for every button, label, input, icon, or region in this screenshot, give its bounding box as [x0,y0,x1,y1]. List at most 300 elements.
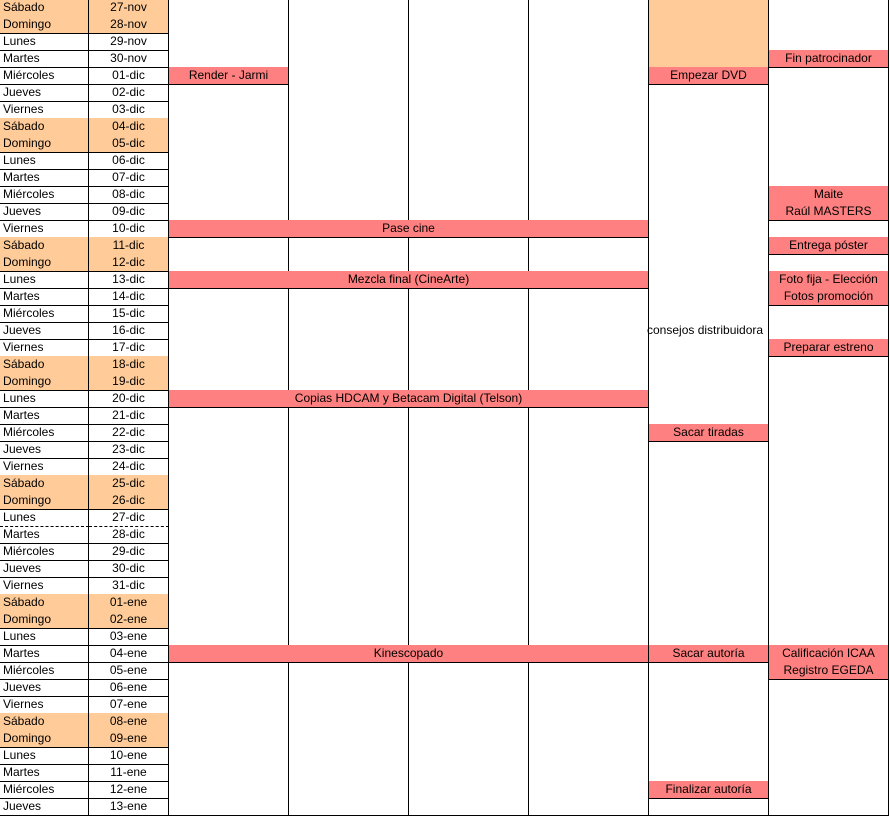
grid-cell[interactable] [529,713,649,731]
grid-cell[interactable] [409,424,529,442]
event-cell[interactable]: Empezar DVD [649,67,769,85]
grid-cell[interactable] [649,798,769,816]
event-cell[interactable]: Raúl MASTERS [769,203,889,221]
grid-cell[interactable] [409,288,529,306]
grid-cell[interactable] [529,509,649,527]
grid-cell[interactable] [409,679,529,697]
grid-cell[interactable] [169,458,289,476]
grid-cell[interactable] [529,186,649,204]
date-cell[interactable]: 01-ene [89,594,169,612]
grid-cell[interactable] [769,509,889,527]
grid-cell[interactable] [169,254,289,272]
date-cell[interactable]: 07-ene [89,696,169,714]
date-cell[interactable]: 03-ene [89,628,169,646]
grid-cell[interactable] [529,730,649,748]
grid-cell[interactable] [409,747,529,765]
day-cell[interactable]: Domingo [0,492,89,510]
grid-cell[interactable] [169,356,289,374]
grid-cell[interactable] [169,713,289,731]
grid-cell[interactable] [289,16,409,34]
grid-cell[interactable] [169,781,289,799]
grid-cell[interactable] [649,441,769,459]
grid-cell[interactable] [289,798,409,816]
grid-cell[interactable] [409,441,529,459]
grid-cell[interactable] [169,679,289,697]
grid-cell[interactable] [289,254,409,272]
event-cell[interactable]: Sacar autoría [649,645,769,663]
day-cell[interactable]: Sábado [0,237,89,255]
grid-cell[interactable] [649,594,769,612]
grid-cell[interactable] [769,458,889,476]
date-cell[interactable]: 01-dic [89,67,169,85]
grid-cell[interactable] [529,356,649,374]
grid-cell[interactable] [649,203,769,221]
grid-cell[interactable] [169,186,289,204]
grid-cell[interactable] [289,696,409,714]
grid-cell[interactable] [649,288,769,306]
grid-cell[interactable] [529,50,649,68]
grid-cell[interactable] [289,373,409,391]
date-cell[interactable]: 11-ene [89,764,169,782]
grid-cell[interactable] [289,237,409,255]
grid-cell[interactable] [169,203,289,221]
grid-cell[interactable] [649,390,769,408]
grid-cell[interactable] [769,118,889,136]
date-cell[interactable]: 28-dic [89,526,169,544]
grid-cell[interactable] [529,288,649,306]
grid-cell[interactable] [409,798,529,816]
grid-cell[interactable] [409,526,529,544]
grid-cell[interactable] [529,475,649,493]
grid-cell[interactable] [649,730,769,748]
grid-cell[interactable] [289,543,409,561]
grid-cell[interactable] [169,33,289,51]
event-cell[interactable]: Fin patrocinador [769,50,889,68]
date-cell[interactable]: 10-ene [89,747,169,765]
date-cell[interactable]: 28-nov [89,16,169,34]
grid-cell[interactable] [649,118,769,136]
grid-cell[interactable] [409,594,529,612]
grid-cell[interactable] [409,560,529,578]
event-cell[interactable]: Maite [769,186,889,204]
grid-cell[interactable] [169,526,289,544]
grid-cell[interactable] [769,152,889,170]
grid-cell[interactable] [529,543,649,561]
grid-cell[interactable] [769,33,889,51]
grid-cell[interactable] [169,730,289,748]
grid-cell[interactable] [769,373,889,391]
day-cell[interactable]: Domingo [0,135,89,153]
day-cell[interactable]: Viernes [0,696,89,714]
grid-cell[interactable] [289,135,409,153]
grid-cell[interactable] [289,186,409,204]
grid-cell[interactable] [529,16,649,34]
day-cell[interactable]: Domingo [0,730,89,748]
grid-cell[interactable] [769,407,889,425]
grid-cell[interactable] [769,713,889,731]
grid-cell[interactable] [769,441,889,459]
grid-cell[interactable] [529,747,649,765]
date-cell[interactable]: 12-ene [89,781,169,799]
event-cell[interactable]: Calificación ICAA [769,645,889,663]
date-cell[interactable]: 02-dic [89,84,169,102]
grid-cell[interactable] [169,169,289,187]
grid-cell[interactable] [649,509,769,527]
grid-cell[interactable] [409,152,529,170]
grid-cell[interactable] [529,67,649,85]
date-cell[interactable]: 27-dic [89,509,169,527]
date-cell[interactable]: 30-dic [89,560,169,578]
grid-cell[interactable] [289,781,409,799]
day-cell[interactable]: Lunes [0,509,89,527]
grid-cell[interactable] [289,339,409,357]
date-cell[interactable]: 31-dic [89,577,169,595]
grid-cell[interactable] [409,339,529,357]
grid-cell[interactable] [529,798,649,816]
grid-cell[interactable] [409,305,529,323]
day-cell[interactable]: Sábado [0,594,89,612]
grid-cell[interactable] [169,0,289,17]
event-cell[interactable]: Mezcla final (CineArte) [169,271,649,289]
grid-cell[interactable] [169,764,289,782]
date-cell[interactable]: 14-dic [89,288,169,306]
date-cell[interactable]: 04-ene [89,645,169,663]
grid-cell[interactable] [769,628,889,646]
grid-cell[interactable] [169,152,289,170]
grid-cell[interactable] [169,50,289,68]
grid-cell[interactable] [169,611,289,629]
grid-cell[interactable] [409,696,529,714]
date-cell[interactable]: 16-dic [89,322,169,340]
grid-cell[interactable] [529,322,649,340]
date-cell[interactable]: 27-nov [89,0,169,17]
grid-cell[interactable] [769,356,889,374]
grid-cell[interactable] [169,475,289,493]
grid-cell[interactable] [169,543,289,561]
grid-cell[interactable] [169,577,289,595]
day-cell[interactable]: Domingo [0,16,89,34]
date-cell[interactable]: 08-dic [89,186,169,204]
grid-cell[interactable] [169,594,289,612]
grid-cell[interactable] [769,679,889,697]
date-cell[interactable]: 13-dic [89,271,169,289]
grid-cell[interactable] [529,152,649,170]
grid-cell[interactable] [529,424,649,442]
grid-cell[interactable] [169,373,289,391]
grid-cell[interactable] [649,237,769,255]
grid-cell[interactable] [289,118,409,136]
grid-cell[interactable] [169,305,289,323]
event-cell[interactable]: Sacar tiradas [649,424,769,442]
grid-cell[interactable] [289,730,409,748]
grid-cell[interactable] [289,475,409,493]
grid-cell[interactable] [529,33,649,51]
date-cell[interactable]: 05-dic [89,135,169,153]
grid-cell[interactable] [649,458,769,476]
day-cell[interactable]: Miércoles [0,662,89,680]
grid-cell[interactable] [769,169,889,187]
day-cell[interactable]: Sábado [0,118,89,136]
grid-cell[interactable] [409,373,529,391]
grid-cell[interactable] [529,373,649,391]
grid-cell[interactable] [769,611,889,629]
grid-cell[interactable] [289,492,409,510]
grid-cell[interactable] [529,135,649,153]
grid-cell[interactable] [289,713,409,731]
grid-cell[interactable] [769,0,889,17]
event-cell[interactable]: Fotos promoción [769,288,889,306]
grid-cell[interactable] [769,84,889,102]
grid-cell[interactable] [529,764,649,782]
grid-cell[interactable] [649,152,769,170]
grid-cell[interactable] [529,84,649,102]
event-cell[interactable]: Finalizar autoría [649,781,769,799]
day-cell[interactable]: Viernes [0,339,89,357]
grid-cell[interactable] [529,458,649,476]
date-cell[interactable]: 12-dic [89,254,169,272]
grid-cell[interactable] [169,798,289,816]
event-cell[interactable]: Render - Jarmi [169,67,289,85]
day-cell[interactable]: Jueves [0,322,89,340]
grid-cell[interactable] [769,16,889,34]
grid-cell[interactable] [649,577,769,595]
grid-cell[interactable] [649,560,769,578]
grid-cell[interactable] [769,67,889,85]
day-cell[interactable]: Lunes [0,747,89,765]
grid-cell[interactable] [169,237,289,255]
event-cell[interactable]: Entrega póster [769,237,889,255]
grid-cell[interactable] [529,594,649,612]
date-cell[interactable]: 29-dic [89,543,169,561]
grid-cell[interactable] [649,135,769,153]
date-cell[interactable]: 13-ene [89,798,169,816]
day-cell[interactable]: Sábado [0,0,89,17]
day-cell[interactable]: Jueves [0,203,89,221]
grid-cell[interactable] [169,16,289,34]
grid-cell[interactable] [769,101,889,119]
date-cell[interactable]: 21-dic [89,407,169,425]
day-cell[interactable]: Jueves [0,798,89,816]
grid-cell[interactable] [769,594,889,612]
grid-cell[interactable] [529,254,649,272]
event-cell[interactable]: Preparar estreno [769,339,889,357]
grid-cell[interactable] [529,169,649,187]
grid-cell[interactable] [529,492,649,510]
grid-cell[interactable] [769,577,889,595]
grid-cell[interactable] [649,543,769,561]
date-cell[interactable]: 19-dic [89,373,169,391]
grid-cell[interactable] [649,305,769,323]
grid-cell[interactable] [529,339,649,357]
grid-cell[interactable] [649,492,769,510]
day-cell[interactable]: Martes [0,169,89,187]
day-cell[interactable]: Miércoles [0,186,89,204]
grid-cell[interactable] [649,356,769,374]
grid-cell[interactable] [769,696,889,714]
grid-cell[interactable] [409,764,529,782]
date-cell[interactable]: 11-dic [89,237,169,255]
grid-cell[interactable] [529,696,649,714]
grid-cell[interactable] [289,356,409,374]
grid-cell[interactable] [649,475,769,493]
grid-cell[interactable] [289,288,409,306]
day-cell[interactable]: Martes [0,645,89,663]
grid-cell[interactable] [529,237,649,255]
grid-cell[interactable] [169,560,289,578]
date-cell[interactable]: 15-dic [89,305,169,323]
grid-cell[interactable] [289,611,409,629]
day-cell[interactable]: Domingo [0,611,89,629]
grid-cell[interactable] [169,747,289,765]
event-cell[interactable]: Registro EGEDA [769,662,889,680]
grid-cell[interactable] [289,526,409,544]
grid-cell[interactable] [289,407,409,425]
day-cell[interactable]: Sábado [0,356,89,374]
grid-cell[interactable] [289,441,409,459]
grid-cell[interactable] [649,84,769,102]
grid-cell[interactable] [529,526,649,544]
event-cell[interactable]: Pase cine [169,220,649,238]
grid-cell[interactable] [529,628,649,646]
grid-cell[interactable] [289,50,409,68]
grid-cell[interactable] [169,101,289,119]
date-cell[interactable]: 20-dic [89,390,169,408]
grid-cell[interactable] [529,577,649,595]
grid-cell[interactable] [289,0,409,17]
grid-cell[interactable] [409,628,529,646]
grid-cell[interactable] [289,101,409,119]
date-cell[interactable]: 07-dic [89,169,169,187]
grid-cell[interactable] [649,339,769,357]
grid-cell[interactable] [649,526,769,544]
grid-cell[interactable] [529,305,649,323]
grid-cell[interactable] [769,492,889,510]
date-cell[interactable]: 06-ene [89,679,169,697]
day-cell[interactable]: Viernes [0,220,89,238]
grid-cell[interactable] [409,203,529,221]
grid-cell[interactable] [769,135,889,153]
grid-cell[interactable] [409,101,529,119]
grid-cell[interactable] [409,33,529,51]
grid-cell[interactable] [169,662,289,680]
date-cell[interactable]: 18-dic [89,356,169,374]
grid-cell[interactable] [169,441,289,459]
grid-cell[interactable] [769,322,889,340]
grid-cell[interactable] [769,390,889,408]
grid-cell[interactable] [289,67,409,85]
day-cell[interactable]: Miércoles [0,305,89,323]
date-cell[interactable]: 29-nov [89,33,169,51]
date-cell[interactable]: 03-dic [89,101,169,119]
day-cell[interactable]: Miércoles [0,424,89,442]
grid-cell[interactable] [289,84,409,102]
grid-cell[interactable] [409,543,529,561]
grid-cell[interactable] [289,679,409,697]
grid-cell[interactable] [649,186,769,204]
grid-cell[interactable] [769,747,889,765]
grid-cell[interactable] [649,373,769,391]
date-cell[interactable]: 30-nov [89,50,169,68]
grid-cell[interactable] [529,611,649,629]
day-cell[interactable]: Lunes [0,390,89,408]
grid-cell[interactable] [289,305,409,323]
grid-cell[interactable] [409,781,529,799]
grid-cell[interactable] [769,798,889,816]
grid-cell[interactable] [409,254,529,272]
grid-cell[interactable] [649,662,769,680]
grid-cell[interactable] [649,101,769,119]
date-cell[interactable]: 04-dic [89,118,169,136]
grid-cell[interactable] [409,84,529,102]
date-cell[interactable]: 26-dic [89,492,169,510]
grid-cell[interactable] [289,169,409,187]
grid-cell[interactable] [409,662,529,680]
grid-cell[interactable] [409,237,529,255]
grid-cell[interactable] [649,679,769,697]
grid-cell[interactable] [289,594,409,612]
day-cell[interactable]: Miércoles [0,67,89,85]
date-cell[interactable]: 09-ene [89,730,169,748]
grid-cell[interactable] [409,186,529,204]
grid-cell[interactable] [289,458,409,476]
grid-cell[interactable] [409,67,529,85]
day-cell[interactable]: Sábado [0,475,89,493]
grid-cell[interactable] [529,679,649,697]
grid-cell[interactable] [769,781,889,799]
grid-cell[interactable] [649,220,769,238]
day-cell[interactable]: Viernes [0,101,89,119]
date-cell[interactable]: 10-dic [89,220,169,238]
grid-cell[interactable] [409,611,529,629]
grid-cell[interactable] [289,322,409,340]
grid-cell[interactable] [409,0,529,17]
day-cell[interactable]: Miércoles [0,543,89,561]
grid-cell[interactable] [649,169,769,187]
date-cell[interactable]: 05-ene [89,662,169,680]
grid-cell[interactable] [769,543,889,561]
day-cell[interactable]: Martes [0,407,89,425]
grid-cell[interactable] [289,628,409,646]
date-cell[interactable]: 22-dic [89,424,169,442]
grid-cell[interactable] [289,560,409,578]
grid-cell[interactable] [769,475,889,493]
grid-cell[interactable] [409,577,529,595]
grid-cell[interactable] [289,764,409,782]
grid-cell[interactable] [409,118,529,136]
grid-cell[interactable] [529,118,649,136]
date-cell[interactable]: 17-dic [89,339,169,357]
grid-cell[interactable] [769,764,889,782]
grid-cell[interactable] [409,50,529,68]
grid-cell[interactable] [169,424,289,442]
grid-cell[interactable] [169,135,289,153]
grid-cell[interactable] [769,424,889,442]
grid-cell[interactable] [409,509,529,527]
grid-cell[interactable] [649,764,769,782]
day-cell[interactable]: Lunes [0,33,89,51]
day-cell[interactable]: Jueves [0,560,89,578]
grid-cell[interactable] [529,0,649,17]
grid-cell[interactable] [529,203,649,221]
grid-cell[interactable] [769,254,889,272]
grid-cell[interactable] [649,628,769,646]
grid-cell[interactable] [529,407,649,425]
day-cell[interactable]: Jueves [0,679,89,697]
event-cell[interactable]: Foto fija - Elección [769,271,889,289]
grid-cell[interactable] [529,560,649,578]
grid-cell[interactable] [409,135,529,153]
grid-cell[interactable] [769,560,889,578]
